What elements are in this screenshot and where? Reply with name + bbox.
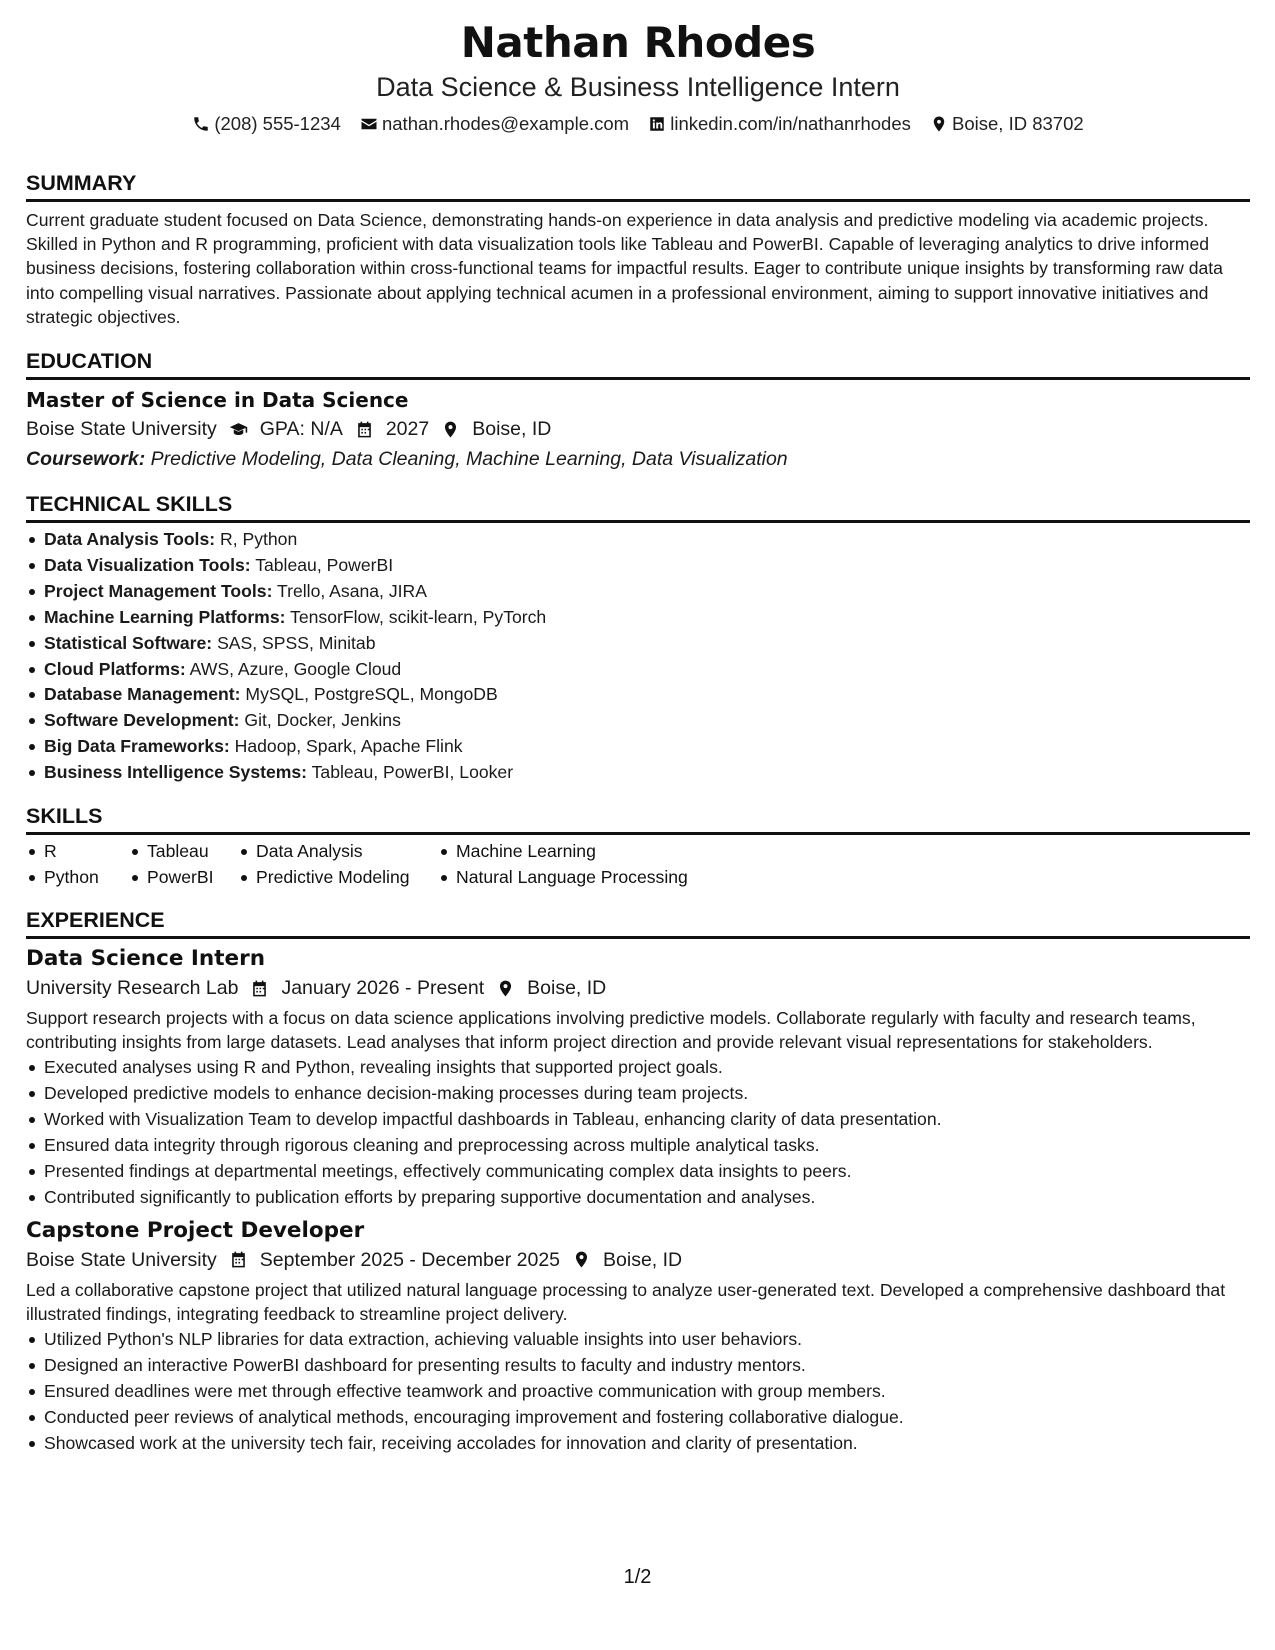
job-org: Boise State University [26,1248,217,1271]
list-item: Data Visualization Tools: Tableau, PowerBI [44,553,1250,579]
education-section [26,348,1250,474]
skills-column [26,839,129,891]
list-item: Business Intelligence Systems: Tableau, PowerBI, Looker [44,760,1250,786]
list-item: Tableau [147,839,238,865]
skills-heading: SKILLS [26,803,1250,835]
coursework-text: Predictive Modeling, Data Cleaning, Machine Learning, Data Visualization [150,448,788,470]
calendar-icon [355,420,374,439]
list-item: Conducted peer reviews of analytical methods, encouraging improvement and fostering collaborative dialogue. [44,1405,1250,1431]
skills-column [238,839,438,891]
skills-grid [26,839,1250,891]
list-item: Python [44,865,129,891]
coursework-line [26,444,1250,474]
contact-email[interactable] [360,113,629,135]
list-item: Ensured data integrity through rigorous cleaning and preprocessing across multiple analytical tasks. [44,1133,1250,1159]
list-item: Machine Learning [456,839,756,865]
list-item: Ensured deadlines were met through effective teamwork and proactive communication with group members. [44,1379,1250,1405]
summary-heading: SUMMARY [26,170,1250,202]
job-description: Led a collaborative capstone project that utilized natural language processing to analyze user-generated text. Developed a comprehensive dashboard that illustrated findings, integrating feedback to streamline project delivery. [26,1279,1226,1325]
technical-skills-section [26,491,1250,786]
job-location: Boise, ID [603,1248,683,1271]
skills-column [129,839,238,891]
graduation-cap-icon [229,420,248,439]
candidate-title: Data Science & Business Intelligence Intern [376,72,900,102]
job-meta [26,1245,1250,1275]
skills-column [438,839,756,891]
job-description: Support research projects with a focus on data science applications involving predictive models. Collaborate regularly with faculty and research teams, contributing insights from large datasets. Lead analyses that inform project direction and provide relevant visual representations for stakeholders. [26,1008,1196,1053]
list-item: Presented findings at departmental meetings, effectively communicating complex data insights to peers. [44,1159,1250,1185]
list-item: R [44,839,129,865]
job-bullets [26,1327,1250,1457]
list-item: Utilized Python's NLP libraries for data extraction, achieving valuable insights into user behaviors. [44,1327,1250,1353]
map-pin-icon [496,979,515,998]
job-entry [26,945,1250,1211]
technical-skills-list [26,527,1250,786]
list-item: Machine Learning Platforms: TensorFlow, scikit-learn, PyTorch [44,605,1250,631]
calendar-icon [229,1250,248,1269]
list-item: Contributed significantly to publication efforts by preparing supportive documentation and analyses. [44,1185,1250,1211]
job-title: Capstone Project Developer [26,1217,365,1243]
gpa-text: GPA: N/A [259,418,343,440]
job-entry [26,1217,1250,1457]
coursework-label: Coursework: [26,448,146,470]
list-item: Cloud Platforms: AWS, Azure, Google Cloud [44,657,1250,683]
summary-section [26,170,1250,329]
list-item: Big Data Frameworks: Hadoop, Spark, Apache Flink [44,734,1250,760]
technical-skills-heading: TECHNICAL SKILLS [26,491,1250,523]
list-item: Developed predictive models to enhance decision-making processes during team projects. [44,1081,1250,1107]
contact-bar [26,113,1250,138]
job-location: Boise, ID [527,977,607,999]
page-number: 1/2 [623,1566,652,1588]
list-item: Project Management Tools: Trello, Asana, JIRA [44,579,1250,605]
location-text: Boise, ID 83702 [952,113,1084,134]
list-item: Statistical Software: SAS, SPSS, Minitab [44,631,1250,657]
education-heading: EDUCATION [26,348,1250,380]
contact-location [930,113,1084,135]
graduation-year: 2027 [385,418,430,440]
job-meta [26,973,1250,1003]
job-title: Data Science Intern [26,946,265,971]
experience-section [26,907,1250,1457]
list-item: Data Analysis [256,839,438,865]
school-name: Boise State University [26,418,217,440]
education-meta [26,414,1250,444]
job-dates: September 2025 - December 2025 [259,1248,561,1271]
phone-text: (208) 555-1234 [214,113,341,134]
map-pin-icon [930,115,948,133]
list-item: Executed analyses using R and Python, revealing insights that supported project goals. [44,1055,1250,1081]
summary-text: Current graduate student focused on Data Science, demonstrating hands-on experience in data analysis and predictive modeling via academic projects. Skilled in Python and R programming, proficient with data visualization tools like Tableau and PowerBI. Capable of leveraging analytics to drive informed business decisions, fostering collaboration within cross-functional teams for impactful results. Eager to contribute unique insights by transforming raw data into compelling visual narratives. Passionate about applying technical acumen in a professional environment, aiming to support innovative initiatives and strategic objectives. [26,210,1223,327]
job-dates: January 2026 - Present [281,977,485,999]
linkedin-text: linkedin.com/in/nathanrhodes [670,113,911,134]
list-item: Natural Language Processing [456,865,756,891]
candidate-name: Nathan Rhodes [460,18,816,67]
job-bullets [26,1055,1250,1210]
list-item: Data Analysis Tools: R, Python [44,527,1250,553]
job-org: University Research Lab [26,977,239,999]
contact-linkedin[interactable] [648,113,911,135]
map-pin-icon [441,420,460,439]
list-item: Showcased work at the university tech fair, receiving accolades for innovation and clarity of presentation. [44,1431,1250,1457]
list-item: Predictive Modeling [256,865,438,891]
envelope-icon [360,115,378,133]
education-location: Boise, ID [472,418,552,440]
skills-section [26,803,1250,891]
degree-title: Master of Science in Data Science [26,388,409,412]
list-item: Database Management: MySQL, PostgreSQL, MongoDB [44,682,1250,708]
list-item: PowerBI [147,865,238,891]
calendar-icon [250,979,269,998]
experience-heading: EXPERIENCE [26,907,1250,939]
list-item: Designed an interactive PowerBI dashboard for presenting results to faculty and industry mentors. [44,1353,1250,1379]
phone-icon [192,115,210,133]
list-item: Worked with Visualization Team to develop impactful dashboards in Tableau, enhancing clarity of data presentation. [44,1107,1250,1133]
linkedin-icon [648,115,666,133]
list-item: Software Development: Git, Docker, Jenkins [44,708,1250,734]
map-pin-icon [572,1250,591,1269]
email-text: nathan.rhodes@example.com [381,113,630,134]
contact-phone[interactable] [192,113,341,135]
